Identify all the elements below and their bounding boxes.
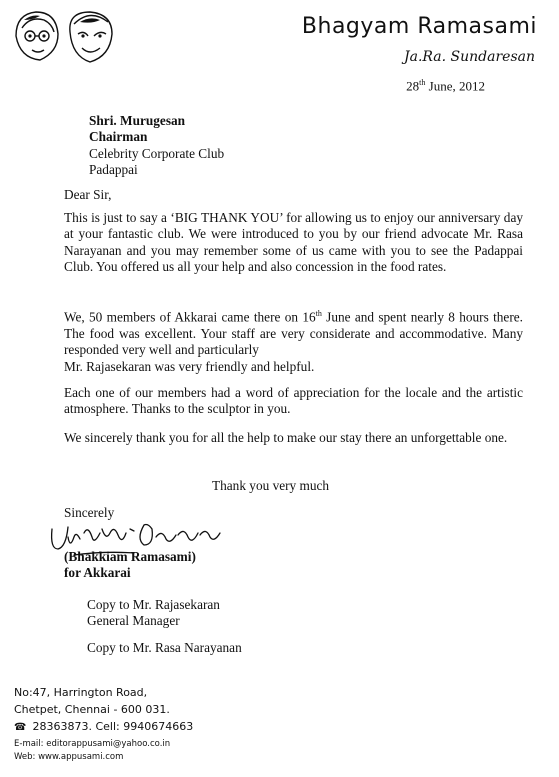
copy-to-1-line-1: Copy to Mr. Rajasekaran bbox=[87, 597, 220, 612]
sign-off: Sincerely bbox=[64, 505, 115, 520]
paragraph-2 bbox=[64, 306, 523, 375]
recipient-name: Shri. Murugesan bbox=[89, 113, 186, 128]
paragraph-1: This is just to say a ‘BIG THANK YOU’ for allowing us to enjoy our anniversary day at your fantastic club. We were introduced to you by our friend advocate Mr. Rasa Narayanan and you may remember some of us came with you to see the Padappai Club. You offered us all your help and also concession in the food rates. bbox=[64, 210, 523, 275]
signer-name: (Bhakkiam Ramasami) bbox=[64, 549, 196, 564]
footer-email-address[interactable]: editorappusami@yahoo.co.in bbox=[46, 739, 171, 749]
copy-to-1-line-2: General Manager bbox=[87, 613, 180, 629]
letterhead-name: Bhagyam Ramasami bbox=[301, 14, 537, 39]
signer-on-behalf: for Akkarai bbox=[64, 565, 131, 581]
paragraph-2-line: Mr. Rajasekaran was very friendly and helpful. bbox=[64, 358, 315, 374]
letter-date bbox=[406, 78, 485, 94]
copy-to-2: Copy to Mr. Rasa Narayanan bbox=[87, 640, 242, 655]
recipient-org: Celebrity Corporate Club bbox=[89, 145, 225, 161]
footer-phone-numbers: 28363873. Cell: 9940674663 bbox=[32, 720, 194, 733]
date-day: 28 bbox=[406, 78, 420, 94]
date-suffix: th bbox=[419, 78, 426, 87]
paragraph-3: Each one of our members had a word of appreciation for the locale and the artistic atmosphere. Thanks to the sculptor in you. bbox=[64, 385, 523, 417]
date-rest: June, 2012 bbox=[425, 78, 485, 94]
closing-line: Thank you very much bbox=[212, 478, 330, 493]
footer-phones bbox=[14, 720, 193, 733]
footer-email-label: E-mail: bbox=[14, 739, 44, 749]
footer-web-address[interactable]: www.appusami.com bbox=[38, 752, 124, 762]
paragraph-2-text-b: June and spent nearly 8 hours there. The food was excellent. Your staff are very considerate and accommodative. Many responded very well and particularly bbox=[64, 309, 523, 358]
footer-web-label: Web: bbox=[14, 752, 36, 762]
paragraph-4: We sincerely thank you for all the help to make our stay there an unforgettable one. bbox=[64, 430, 508, 445]
recipient-place: Padappai bbox=[89, 162, 138, 178]
paragraph-2-sup: th bbox=[315, 309, 322, 318]
footer-web bbox=[14, 752, 123, 762]
footer-address-line-2: Chetpet, Chennai - 600 031. bbox=[14, 703, 170, 716]
recipient-address bbox=[89, 113, 224, 179]
signer-block bbox=[64, 549, 196, 582]
phone-icon: ☎ bbox=[14, 722, 27, 733]
letterhead-subname: Ja.Ra. Sundaresan bbox=[404, 49, 535, 65]
recipient-title: Chairman bbox=[89, 129, 148, 145]
footer-address-line-1: No:47, Harrington Road, bbox=[14, 686, 148, 699]
salutation: Dear Sir, bbox=[64, 187, 112, 202]
paragraph-2-text-a: We, 50 members of Akkarai came there on 16 bbox=[64, 309, 316, 325]
caricature-logo bbox=[10, 6, 120, 68]
footer-email bbox=[14, 739, 170, 749]
copy-to-1 bbox=[87, 597, 220, 630]
